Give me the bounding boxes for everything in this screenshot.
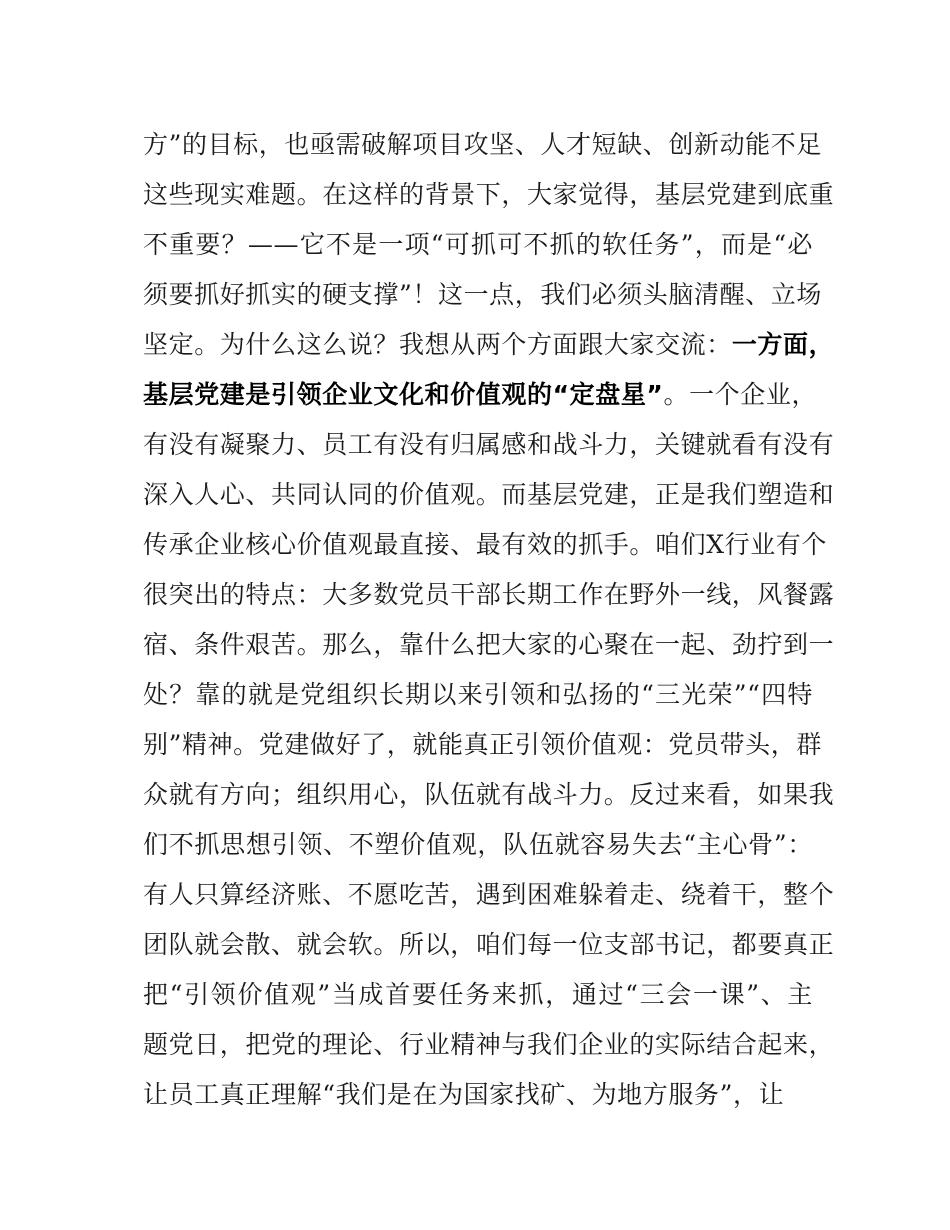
text-line: 这些现实难题。在这样的背景下，大家觉得，基层党建到底重 (143, 180, 835, 209)
bold-heading-segment: 基层党建是引领企业文化和价值观的“定盘星” (143, 380, 664, 409)
body-text (143, 120, 835, 1120)
text-segment: 。一个企业， (663, 380, 818, 409)
text-line: 有没有凝聚力、员工有没有归属感和战斗力，关键就看有没有 (143, 430, 835, 459)
text-line: 很突出的特点：大多数党员干部长期工作在野外一线，风餐露 (143, 580, 835, 609)
text-segment: 坚定。为什么这么说？我想从两个方面跟大家交流： (143, 330, 732, 359)
text-line (143, 320, 835, 370)
text-line: 把“引领价值观”当成首要任务来抓，通过“三会一课”、主 (143, 980, 813, 1009)
text-line: 让员工真正理解“我们是在为国家找矿、为地方服务”，让 (143, 1080, 785, 1109)
text-line: 宿、条件艰苦。那么，靠什么把大家的心聚在一起、劲拧到一 (143, 630, 835, 659)
text-line (143, 370, 818, 420)
bold-heading-segment: 一方面， (731, 330, 835, 359)
text-line: 有人只算经济账、不愿吃苦，遇到困难躲着走、绕着干，整个 (143, 880, 835, 909)
text-line: 深入人心、共同认同的价值观。而基层党建，正是我们塑造和 (143, 480, 835, 509)
text-line: 处？靠的就是党组织长期以来引领和弘扬的“三光荣”“四特 (143, 680, 813, 709)
text-line: 别”精神。党建做好了，就能真正引领价值观：党员带头，群 (143, 730, 822, 759)
text-line: 传承企业核心价值观最直接、最有效的抓手。咱们X行业有个 (143, 530, 827, 559)
text-line: 须要抓好抓实的硬支撑”！这一点，我们必须头脑清醒、立场 (143, 280, 822, 309)
text-line: 众就有方向；组织用心，队伍就有战斗力。反过来看，如果我 (143, 780, 835, 809)
text-line: 不重要？——它不是一项“可抓可不抓的软任务”，而是“必 (143, 230, 813, 259)
text-line: 方”的目标，也亟需破解项目攻坚、人才短缺、创新动能不足 (143, 130, 822, 159)
text-line: 题党日，把党的理论、行业精神与我们企业的实际结合起来， (143, 1030, 835, 1059)
text-line: 们不抓思想引领、不塑价值观，队伍就容易失去“主心骨”： (143, 830, 813, 859)
text-line: 团队就会散、就会软。所以，咱们每一位支部书记，都要真正 (143, 930, 835, 959)
